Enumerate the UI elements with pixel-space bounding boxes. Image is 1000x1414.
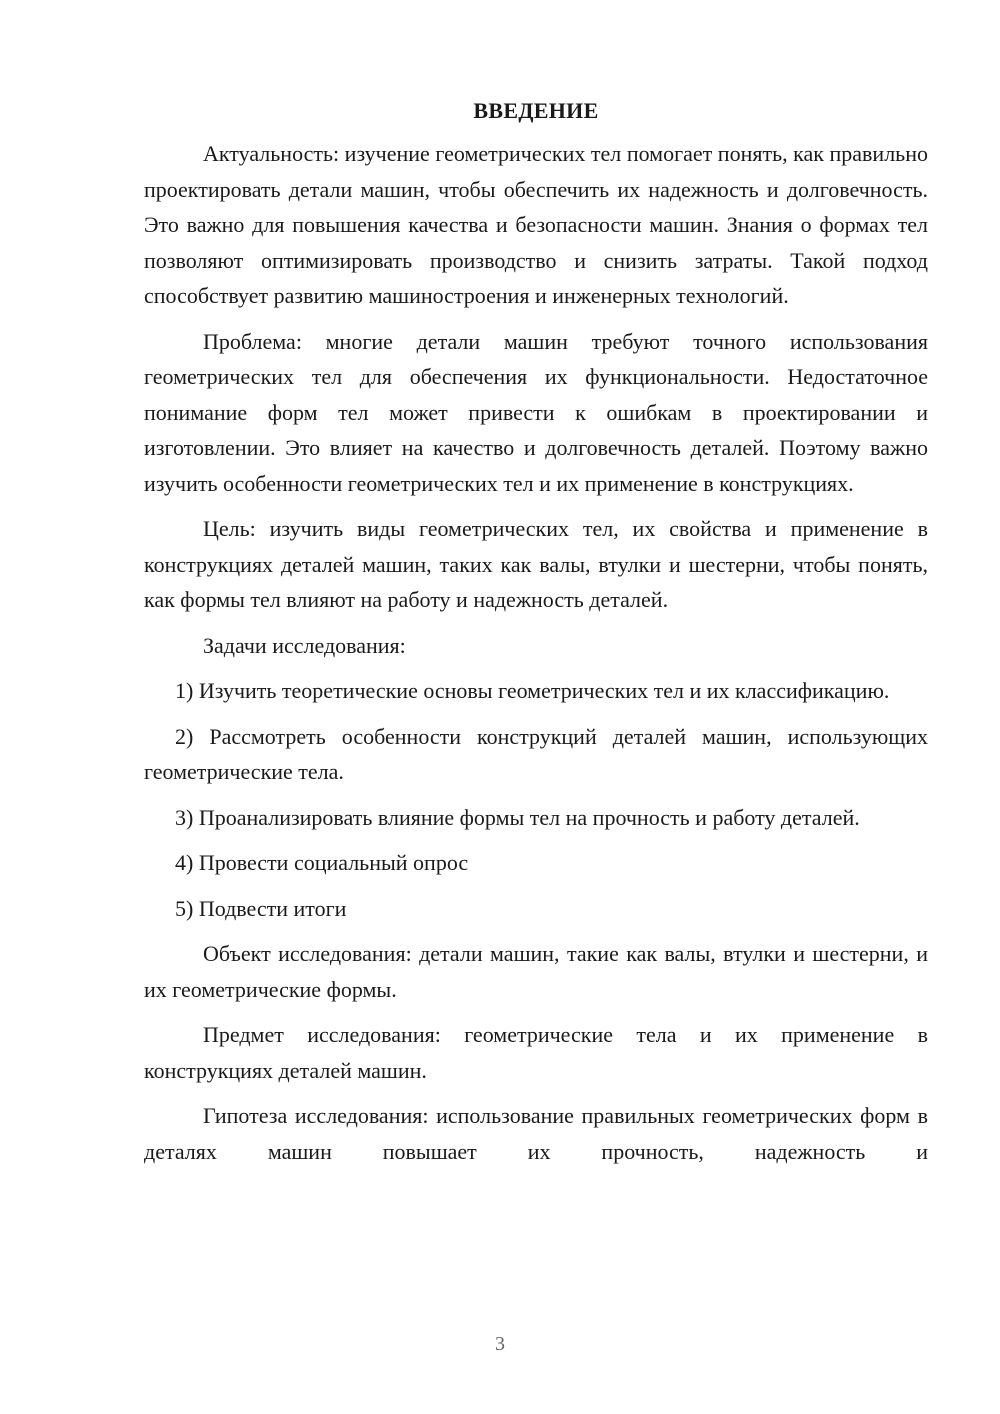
task-item-3: 3) Проанализировать влияние формы тел на прочность и работу деталей. [175,804,860,830]
task-item-2: 2) Рассмотреть особенности конструкций деталей машин, использующих геометрические тела. [144,723,928,784]
task-item-5: 5) Подвести итоги [175,895,347,921]
subject-paragraph: Предмет исследования: геометрические тела и их применение в конструкциях деталей машин. [144,1022,928,1083]
goal-paragraph: Цель: изучить виды геометрических тел, их свойства и применение в конструкциях деталей машин, таких как валы, втулки и шестерни, чтобы понять, как формы тел влияют на работу и надежность деталей. [144,516,928,612]
tasks-heading: Задачи исследования: [203,632,406,658]
hypothesis-paragraph: Гипотеза исследования: использование правильных геометрических форм в деталях машин повышает их прочность, надежность и [144,1103,928,1164]
task-item-4: 4) Провести социальный опрос [175,850,469,875]
task-item-1: 1) Изучить теоретические основы геометрических тел и их классификацию. [175,678,890,703]
object-paragraph: Объект исследования: детали машин, такие как валы, втулки и шестерни, и их геометрические формы. [144,941,928,1002]
relevance-paragraph: Актуальность: изучение геометрических тел помогает понять, как правильно проектировать детали машин, чтобы обеспечить их надежность и долговечность. Это важно для повышения качества и безопасности машин. Знания о формах тел позволяют оптимизировать производство и снизить затраты. Такой подход способствует развитию машиностроения и инженерных технологий. [144,141,928,308]
section-title: ВВЕДЕНИЕ [473,98,599,123]
page-number: 3 [495,1333,505,1355]
problem-paragraph: Проблема: многие детали машин требуют точного использования геометрических тел для обеспечения их функциональности. Недостаточное понимание форм тел может привести к ошибкам в проектировании и изготовлении. Это влияет на качество и долговечность деталей. Поэтому важно изучить особенности геометрических тел и их применение в конструкциях. [144,328,928,496]
document-page [144,94,928,1179]
